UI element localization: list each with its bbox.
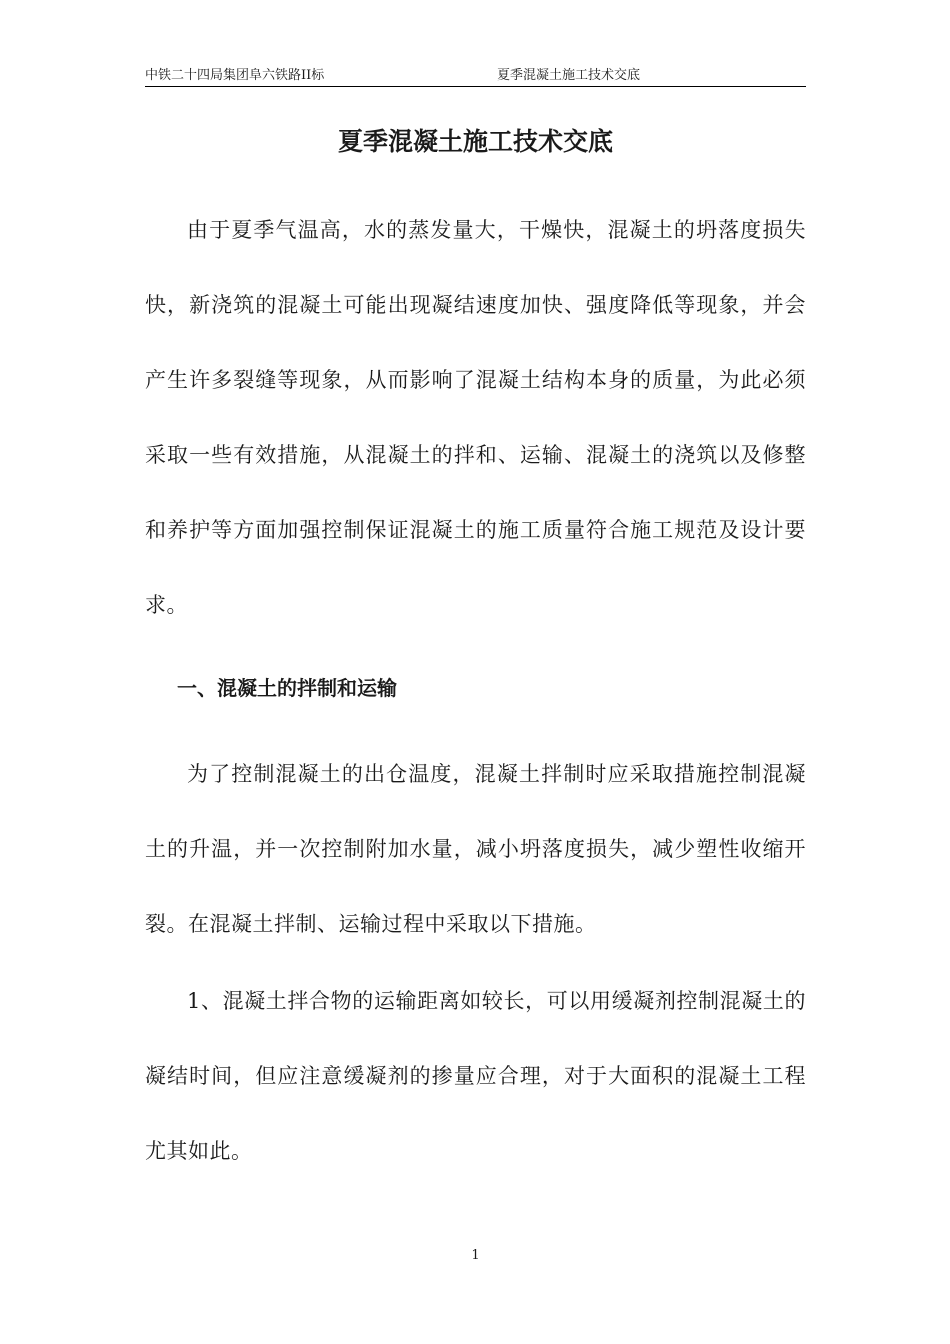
intro-paragraph: 由于夏季气温高，水的蒸发量大，干燥快，混凝土的坍落度损失快，新浇筑的混凝土可能出现凝结速度加快、强度降低等现象，并会产生许多裂缝等现象，从而影响了混凝土结构本身的质量，为此必须采取一些有效措施，从混凝土的拌和、运输、混凝土的浇筑以及修整和养护等方面加强控制保证混凝土的施工质量符合施工规范及设计要求。 [145, 218, 806, 617]
header-right-text: 夏季混凝土施工技术交底 [497, 68, 641, 83]
header-left-text: 中铁二十四局集团阜六铁路II标 [145, 68, 325, 83]
document-title: 夏季混凝土施工技术交底 [337, 127, 613, 156]
list-item-paragraph: 1、混凝土拌合物的运输距离如较长，可以用缓凝剂控制混凝土的凝结时间，但应注意缓凝剂的掺量应合理，对于大面积的混凝土工程尤其如此。 [145, 989, 806, 1163]
page-number: 1 [471, 1248, 480, 1263]
section-heading-mixing-transport: 一、混凝土的拌制和运输 [177, 676, 397, 700]
section-paragraph: 为了控制混凝土的出仓温度，混凝土拌制时应采取措施控制混凝土的升温，并一次控制附加水量，减小坍落度损失，减少塑性收缩开裂。在混凝土拌制、运输过程中采取以下措施。 [145, 762, 806, 936]
page-header [145, 66, 806, 87]
